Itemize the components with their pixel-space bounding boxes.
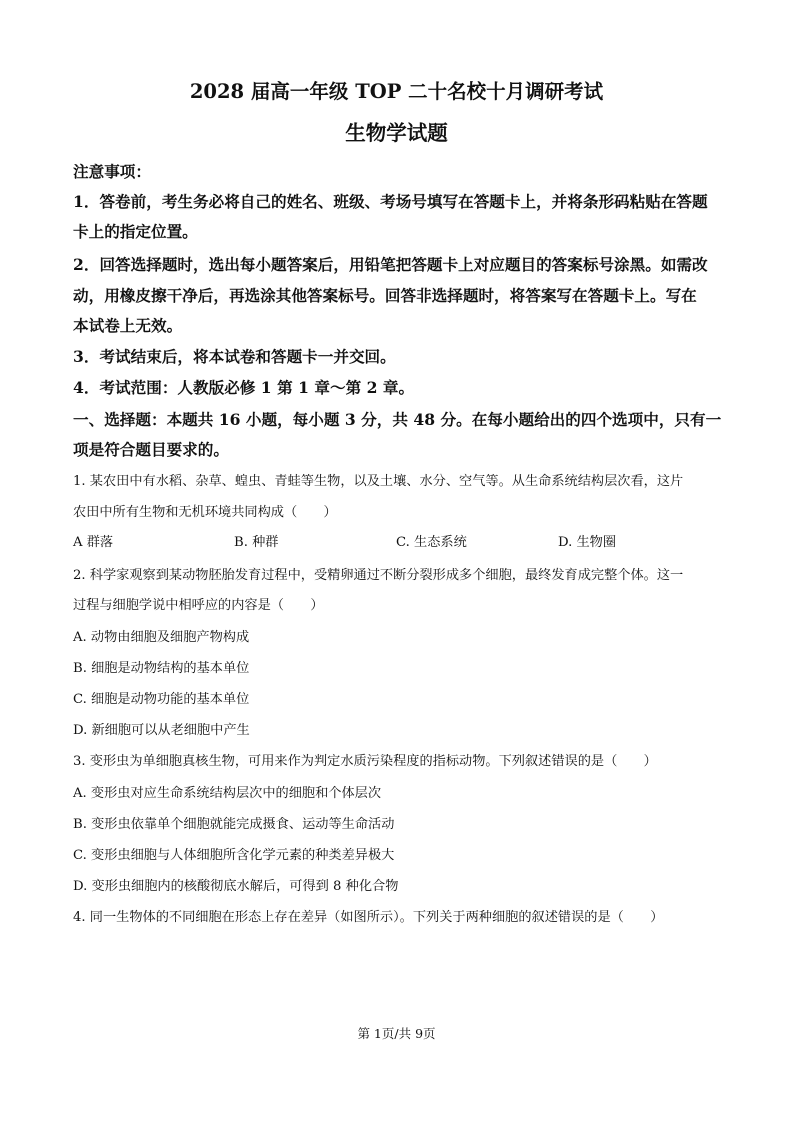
question-1-option-a: A 群落	[73, 535, 114, 550]
question-3-option-d: D. 变形虫细胞内的核酸彻底水解后，可得到 8 种化合物	[73, 879, 399, 894]
question-1-option-c: C. 生态系统	[396, 535, 467, 550]
question-3-option-a: A. 变形虫对应生命系统结构层次中的细胞和个体层次	[73, 786, 382, 801]
question-2-option-d: D. 新细胞可以从老细胞中产生	[73, 723, 250, 738]
section-heading-line-1: 一、选择题：本题共 16 小题，每小题 3 分，共 48 分。在每小题给出的四个选项中，只有一	[73, 410, 722, 429]
question-2-option-a: A. 动物由细胞及细胞产物构成	[73, 630, 250, 645]
page-number: 第 1页/共 9页	[357, 1026, 436, 1041]
notice-item-1-line-1: 1．答卷前，考生务必将自己的姓名、班级、考场号填写在答题卡上，并将条形码粘贴在答题	[73, 192, 708, 211]
question-1-option-b: B. 种群	[234, 535, 279, 550]
notice-item-3: 3．考试结束后，将本试卷和答题卡一并交回。	[73, 347, 396, 366]
notice-item-1-line-2: 卡上的指定位置。	[73, 222, 198, 241]
question-3-option-c: C. 变形虫细胞与人体细胞所含化学元素的种类差异极大	[73, 848, 395, 863]
question-2-option-c: C. 细胞是动物功能的基本单位	[73, 692, 250, 707]
exam-subtitle: 生物学试题	[345, 121, 448, 145]
question-4-stem: 4. 同一生物体的不同细胞在形态上存在差异（如图所示）。下列关于两种细胞的叙述错误的是（ ）	[73, 910, 664, 925]
question-3-option-b: B. 变形虫依靠单个细胞就能完成摄食、运动等生命活动	[73, 817, 395, 832]
section-heading-line-2: 项是符合题目要求的。	[73, 440, 229, 459]
question-2-option-b: B. 细胞是动物结构的基本单位	[73, 661, 250, 676]
notice-item-2-line-3: 本试卷上无效。	[73, 316, 183, 335]
question-2-stem-line-2: 过程与细胞学说中相呼应的内容是（ ）	[73, 598, 324, 613]
question-2-stem-line-1: 2. 科学家观察到某动物胚胎发育过程中，受精卵通过不断分裂形成多个细胞，最终发育成完整个体。这一	[73, 568, 684, 583]
notice-heading: 注意事项：	[73, 162, 151, 181]
exam-title: 2028 届高一年级 TOP 二十名校十月调研考试	[189, 80, 604, 103]
notice-item-4: 4．考试范围：人教版必修 1 第 1 章～第 2 章。	[73, 378, 415, 397]
question-3-stem: 3. 变形虫为单细胞真核生物，可用来作为判定水质污染程度的指标动物。下列叙述错误的是（ ）	[73, 754, 657, 769]
question-1-stem-line-2: 农田中所有生物和无机环境共同构成（ ）	[73, 505, 337, 520]
question-1-stem-line-1: 1. 某农田中有水稻、杂草、蝗虫、青蛙等生物，以及土壤、水分、空气等。从生命系统结构层次看，这片	[73, 474, 684, 489]
notice-item-2-line-1: 2．回答选择题时，选出每小题答案后，用铅笔把答题卡上对应题目的答案标号涂黑。如需改	[73, 255, 708, 274]
notice-item-2-line-2: 动，用橡皮擦干净后，再选涂其他答案标号。回答非选择题时，将答案写在答题卡上。写在	[73, 286, 697, 305]
question-1-option-d: D. 生物圈	[558, 535, 617, 550]
